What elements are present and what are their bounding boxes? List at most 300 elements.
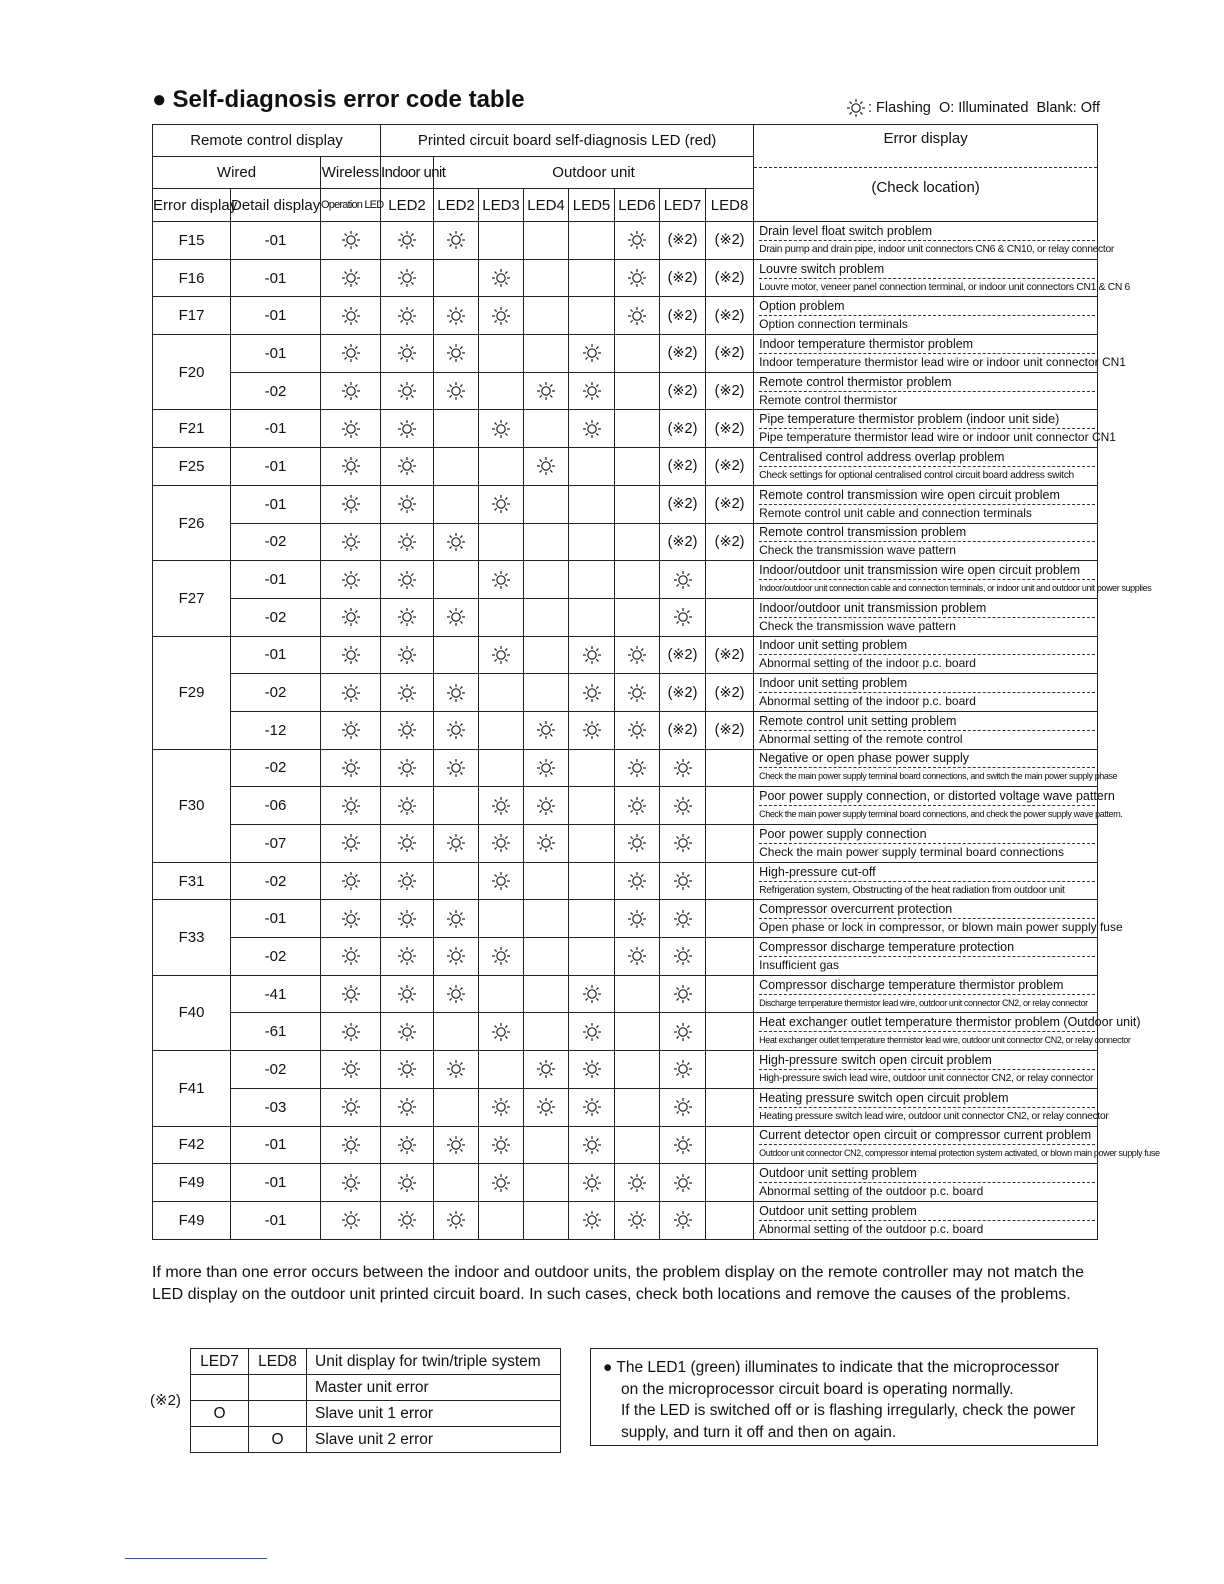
outdoor-unit-header: Outdoor unit [434,157,754,189]
led1-note-line4: supply, and turn it off and then on again. [621,1423,897,1441]
error-description-cell [754,372,1098,410]
operation-led-flashing-icon [321,1088,381,1126]
operation-led-flashing-icon [321,485,381,523]
led4-off-cell [524,222,569,260]
led8-off-cell [706,787,754,825]
led4-off-cell [524,523,569,561]
twin-cell: O [249,1427,307,1453]
led3-off-cell [479,448,524,486]
led6-off-cell [615,1013,660,1051]
operation-led-flashing-icon [321,674,381,712]
led2-indoor-flashing-icon [381,335,434,373]
check-location-text: Remote control thermistor [759,392,898,407]
check-location-text: Check the transmission wave pattern [759,618,956,633]
detail-cell: -02 [231,938,321,976]
led7-x2-mark: (※2) [660,711,706,749]
led8-off-cell [706,938,754,976]
error-code-cell: F42 [153,1126,231,1164]
problem-text: Negative or open phase power supply [759,750,1095,768]
led8-off-cell [706,1013,754,1051]
led6-flashing-icon [615,938,660,976]
led2-outdoor-flashing-icon [434,1201,479,1239]
led2-outdoor-flashing-icon [434,1051,479,1089]
detail-cell: -01 [231,636,321,674]
detail-cell: -01 [231,335,321,373]
led2-outdoor-off-cell [434,1088,479,1126]
twin-cell: Master unit error [307,1375,561,1401]
problem-text: Poor power supply connection [759,826,1095,844]
detail-cell: -06 [231,787,321,825]
led2-outdoor-flashing-icon [434,1126,479,1164]
wireless-header: Wireless [321,157,381,189]
led1-note-box [590,1348,1098,1446]
led7-x2-mark: (※2) [660,523,706,561]
led2-indoor-flashing-icon [381,1164,434,1202]
operation-led-flashing-icon [321,862,381,900]
error-display-header: Error display (Check location) [754,125,1098,222]
check-location-text: Abnormal setting of the remote control [759,731,963,746]
led1-note-line1: The LED1 (green) illuminates to indicate that the microprocessor [616,1359,1060,1376]
led2-outdoor-flashing-icon [434,297,479,335]
led3-flashing-icon [479,825,524,863]
detail-cell: -12 [231,711,321,749]
error-description-cell [754,1126,1160,1164]
table-row [153,297,1098,335]
led2-outdoor-flashing-icon [434,749,479,787]
led7-flashing-icon [660,1088,706,1126]
led2-indoor-flashing-icon [381,674,434,712]
twin-cell: O [191,1401,249,1427]
led3-flashing-icon [479,1013,524,1051]
error-code-cell: F26 [153,485,231,560]
led8-x2-mark: (※2) [706,448,754,486]
table-row [153,749,1098,787]
led3-flashing-icon [479,1126,524,1164]
led2-outdoor-flashing-icon [434,938,479,976]
check-location-text: Indoor/outdoor unit connection cable and connection terminals, or indoor unit and outdoor unit power supplies [759,583,1152,594]
problem-text: Indoor unit setting problem [759,637,1095,655]
check-location-text: Louvre motor, veneer panel connection terminal, or indoor unit connectors CN1 & CN 6 [759,281,1130,293]
led6-off-cell [615,448,660,486]
detail-cell: -01 [231,448,321,486]
led2-indoor-header: LED2 [381,189,434,222]
led6-flashing-icon [615,222,660,260]
problem-text: Pipe temperature thermistor problem (indoor unit side) [759,411,1095,429]
error-description-cell [754,1088,1109,1126]
error-description-cell [754,787,1123,825]
led4-off-cell [524,1126,569,1164]
operation-led-flashing-icon [321,711,381,749]
led8-x2-mark: (※2) [706,410,754,448]
led2-outdoor-off-cell [434,862,479,900]
led7-x2-mark: (※2) [660,485,706,523]
error-description-cell [754,485,1098,523]
led6-off-cell [615,523,660,561]
led2-indoor-flashing-icon [381,749,434,787]
led8-off-cell [706,900,754,938]
led5-off-cell [569,222,615,260]
led5-off-cell [569,259,615,297]
led6-off-cell [615,561,660,599]
led7-flashing-icon [660,749,706,787]
operation-led-flashing-icon [321,1126,381,1164]
led3-off-cell [479,335,524,373]
led7-x2-mark: (※2) [660,297,706,335]
led7-x2-mark: (※2) [660,259,706,297]
operation-led-flashing-icon [321,900,381,938]
error-code-cell: F30 [153,749,231,862]
led7-flashing-icon [660,787,706,825]
led6-header: LED6 [615,189,660,222]
check-location-text: Check settings for optional centralised control circuit board address switch [759,469,1074,481]
check-location-text: Indoor temperature thermistor lead wire or indoor unit connector CN1 [759,354,1126,369]
led2-outdoor-off-cell [434,259,479,297]
led5-flashing-icon [569,410,615,448]
error-description-cell [754,335,1126,373]
table-row [153,372,1098,410]
detail-cell: -01 [231,222,321,260]
led2-indoor-flashing-icon [381,372,434,410]
error-description-cell [754,900,1123,938]
table-row [153,485,1098,523]
led4-off-cell [524,975,569,1013]
led6-off-cell [615,975,660,1013]
led7-flashing-icon [660,1126,706,1164]
led3-flashing-icon [479,1088,524,1126]
led8-off-cell [706,862,754,900]
led8-off-cell [706,1126,754,1164]
led5-flashing-icon [569,1013,615,1051]
led3-off-cell [479,1051,524,1089]
led3-off-cell [479,674,524,712]
twin-cell: Slave unit 1 error [307,1401,561,1427]
detail-cell: -01 [231,561,321,599]
check-location-text: Check the transmission wave pattern [759,543,956,558]
problem-text: Outdoor unit setting problem [759,1203,1095,1221]
detail-display-header: Detail display [231,189,321,222]
led2-indoor-flashing-icon [381,297,434,335]
led2-indoor-flashing-icon [381,485,434,523]
problem-text: High-pressure switch open circuit problem [759,1052,1095,1070]
led4-flashing-icon [524,711,569,749]
led2-indoor-flashing-icon [381,598,434,636]
operation-led-flashing-icon [321,787,381,825]
check-location-text: High-pressure swich lead wire, outdoor unit connector CN2, or relay connector [759,1072,1094,1084]
led8-off-cell [706,1051,754,1089]
led2-indoor-flashing-icon [381,1051,434,1089]
error-code-cell: F40 [153,975,231,1050]
led8-x2-mark: (※2) [706,259,754,297]
led3-flashing-icon [479,561,524,599]
led6-off-cell [615,1088,660,1126]
table-row [153,825,1098,863]
check-location-text: Abnormal setting of the indoor p.c. board [759,694,976,709]
led2-outdoor-flashing-icon [434,222,479,260]
led3-off-cell [479,900,524,938]
table-row [153,561,1098,599]
led2-indoor-flashing-icon [381,259,434,297]
operation-led-flashing-icon [321,1051,381,1089]
problem-text: Indoor/outdoor unit transmission wire open circuit problem [759,562,1095,580]
problem-text: Remote control transmission wire open circuit problem [759,487,1095,505]
led7-x2-mark: (※2) [660,636,706,674]
check-location-text: Option connection terminals [759,317,908,332]
led3-off-cell [479,222,524,260]
problem-text: Heating pressure switch open circuit problem [759,1090,1095,1108]
led4-off-cell [524,561,569,599]
problem-text: Louvre switch problem [759,261,1095,279]
problem-text: Option problem [759,298,1095,316]
led5-flashing-icon [569,674,615,712]
led8-x2-mark: (※2) [706,335,754,373]
led5-off-cell [569,485,615,523]
error-description-cell [754,825,1098,863]
led2-outdoor-flashing-icon [434,711,479,749]
led7-flashing-icon [660,561,706,599]
error-description-cell [754,749,1118,787]
error-description-cell [754,259,1130,297]
led7-flashing-icon [660,900,706,938]
led4-flashing-icon [524,448,569,486]
twin-triple-table [190,1348,561,1453]
led6-flashing-icon [615,900,660,938]
detail-cell: -41 [231,975,321,1013]
check-location-text: Check the main power supply terminal board connections, and check the power supply wave pattern. [759,809,1123,820]
error-description-cell [754,561,1152,599]
led3-off-cell [479,598,524,636]
problem-text: Remote control transmission problem [759,524,1095,542]
led6-flashing-icon [615,1201,660,1239]
error-description-cell [754,711,1098,749]
table-row [153,335,1098,373]
table-row [153,448,1098,486]
twin-cell [191,1375,249,1401]
led5-off-cell [569,862,615,900]
led2-indoor-flashing-icon [381,561,434,599]
check-location-text: Insufficient gas [759,957,839,972]
led5-flashing-icon [569,335,615,373]
detail-cell: -02 [231,862,321,900]
led7-x2-mark: (※2) [660,448,706,486]
detail-cell: -02 [231,1051,321,1089]
led8-x2-mark: (※2) [706,485,754,523]
table-row [153,711,1098,749]
led6-off-cell [615,410,660,448]
twin-unit-display-header: Unit display for twin/triple system [307,1349,561,1375]
led4-off-cell [524,1164,569,1202]
detail-cell: -07 [231,825,321,863]
led3-flashing-icon [479,485,524,523]
remote-control-display-header: Remote control display [153,125,381,157]
error-code-cell: F49 [153,1201,231,1239]
led8-x2-mark: (※2) [706,636,754,674]
led5-off-cell [569,787,615,825]
error-code-cell: F33 [153,900,231,975]
bullet-icon: ● [603,1359,613,1376]
error-description-cell [754,410,1116,448]
detail-cell: -01 [231,1126,321,1164]
led2-outdoor-off-cell [434,636,479,674]
led6-flashing-icon [615,787,660,825]
led5-off-cell [569,297,615,335]
led3-flashing-icon [479,787,524,825]
led4-off-cell [524,410,569,448]
led3-header: LED3 [479,189,524,222]
led7-flashing-icon [660,938,706,976]
led5-off-cell [569,938,615,976]
detail-cell: -01 [231,297,321,335]
led6-off-cell [615,598,660,636]
led6-flashing-icon [615,636,660,674]
operation-led-flashing-icon [321,259,381,297]
detail-cell: -01 [231,1164,321,1202]
page-title: ● Self-diagnosis error code table [152,86,525,113]
led2-indoor-flashing-icon [381,711,434,749]
problem-text: Centralised control address overlap problem [759,449,1095,467]
led7-x2-mark: (※2) [660,335,706,373]
led4-off-cell [524,335,569,373]
led5-off-cell [569,749,615,787]
operation-led-flashing-icon [321,636,381,674]
operation-led-flashing-icon [321,335,381,373]
led4-off-cell [524,938,569,976]
led6-off-cell [615,335,660,373]
problem-text: Compressor discharge temperature protection [759,939,1095,957]
led2-outdoor-flashing-icon [434,523,479,561]
table-row [153,222,1098,260]
error-code-cell: F41 [153,1051,231,1126]
detail-cell: -03 [231,1088,321,1126]
led2-indoor-flashing-icon [381,222,434,260]
led4-off-cell [524,862,569,900]
operation-led-flashing-icon [321,749,381,787]
led3-flashing-icon [479,862,524,900]
led5-flashing-icon [569,1051,615,1089]
error-display-col-header: Error display [153,189,231,222]
led8-off-cell [706,561,754,599]
operation-led-flashing-icon [321,1164,381,1202]
error-code-cell: F31 [153,862,231,900]
led2-indoor-flashing-icon [381,787,434,825]
error-code-cell: F27 [153,561,231,636]
led5-off-cell [569,561,615,599]
table-row [153,1164,1098,1202]
problem-text: Compressor overcurrent protection [759,901,1095,919]
led2-outdoor-off-cell [434,410,479,448]
led8-off-cell [706,1088,754,1126]
led2-outdoor-off-cell [434,448,479,486]
check-location-text: Abnormal setting of the outdoor p.c. board [759,1184,984,1199]
led2-indoor-flashing-icon [381,900,434,938]
check-location-text: Heating pressure switch lead wire, outdoor unit connector CN2, or relay connector [759,1110,1109,1122]
problem-text: Heat exchanger outlet temperature thermistor problem (Outdoor unit) [759,1014,1095,1032]
led2-indoor-flashing-icon [381,636,434,674]
detail-cell: -01 [231,485,321,523]
led3-flashing-icon [479,938,524,976]
led7-x2-mark: (※2) [660,222,706,260]
led7-flashing-icon [660,1051,706,1089]
led2-indoor-flashing-icon [381,825,434,863]
legend [846,98,1100,118]
led6-flashing-icon [615,259,660,297]
led4-off-cell [524,1201,569,1239]
table-row [153,674,1098,712]
led8-x2-mark: (※2) [706,711,754,749]
operation-led-flashing-icon [321,448,381,486]
led4-header: LED4 [524,189,569,222]
led4-off-cell [524,636,569,674]
error-code-cell: F16 [153,259,231,297]
led8-x2-mark: (※2) [706,297,754,335]
led6-off-cell [615,1051,660,1089]
led6-flashing-icon [615,674,660,712]
operation-led-flashing-icon [321,938,381,976]
check-location-text: Pipe temperature thermistor lead wire or indoor unit connector CN1 [759,430,1116,445]
problem-text: Drain level float switch problem [759,223,1095,241]
table-row [153,1051,1098,1089]
multiple-error-note: If more than one error occurs between the indoor and outdoor units, the problem display on the remote controller may not match the LED display on the outdoor unit printed circuit board. In such cases, check both locations and remove the causes of the problems. [152,1264,1085,1303]
led2-outdoor-flashing-icon [434,598,479,636]
error-description-cell [754,674,1098,712]
error-description-cell [754,1164,1098,1202]
detail-cell: -01 [231,410,321,448]
detail-cell: -02 [231,749,321,787]
detail-cell: -01 [231,1201,321,1239]
led4-flashing-icon [524,372,569,410]
detail-cell: -02 [231,674,321,712]
table-row [153,259,1098,297]
led2-outdoor-flashing-icon [434,674,479,712]
problem-text: Outdoor unit setting problem [759,1165,1095,1183]
led3-off-cell [479,711,524,749]
table-row [153,975,1098,1013]
led7-flashing-icon [660,1201,706,1239]
led6-off-cell [615,1126,660,1164]
led3-off-cell [479,523,524,561]
led6-flashing-icon [615,862,660,900]
led2-indoor-flashing-icon [381,1088,434,1126]
table-row [153,938,1098,976]
led5-flashing-icon [569,372,615,410]
led5-off-cell [569,598,615,636]
footer-rule [125,1558,267,1559]
led5-off-cell [569,900,615,938]
led6-flashing-icon [615,1164,660,1202]
led8-off-cell [706,598,754,636]
led2-outdoor-flashing-icon [434,335,479,373]
led6-flashing-icon [615,711,660,749]
led8-x2-mark: (※2) [706,523,754,561]
operation-led-flashing-icon [321,1013,381,1051]
led1-note-line3: If the LED is switched off or is flashing irregularly, check the power [621,1402,1076,1419]
error-description-cell [754,1051,1098,1089]
detail-cell: -01 [231,900,321,938]
led4-off-cell [524,485,569,523]
led5-off-cell [569,448,615,486]
led2-outdoor-off-cell [434,1164,479,1202]
error-code-cell: F49 [153,1164,231,1202]
table-row [153,1201,1098,1239]
table-row [153,1088,1098,1126]
twin-cell [249,1401,307,1427]
led2-indoor-flashing-icon [381,448,434,486]
twin-led7-header: LED7 [191,1349,249,1375]
problem-text: Current detector open circuit or compressor current problem [759,1127,1095,1145]
table-row [153,410,1098,448]
led2-indoor-flashing-icon [381,1126,434,1164]
led5-flashing-icon [569,636,615,674]
led7-x2-mark: (※2) [660,674,706,712]
